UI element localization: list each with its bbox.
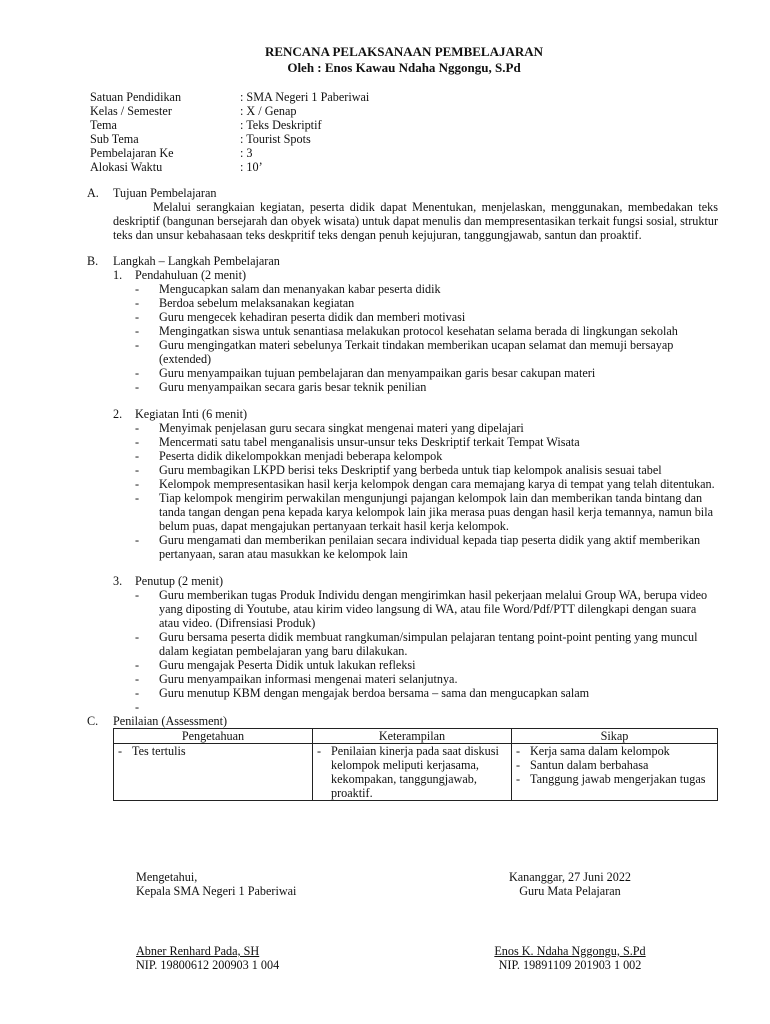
title-line-2: Oleh : Enos Kawau Ndaha Nggongu, S.Pd xyxy=(287,59,521,75)
cell-item xyxy=(516,772,713,786)
meta-label: Pembelajaran Ke xyxy=(90,146,174,160)
bullet-dash: - xyxy=(118,744,123,758)
bullet-dash: - xyxy=(317,744,322,758)
signature-left xyxy=(136,870,296,972)
cell-item-text: Tanggung jawab mengerjakan tugas xyxy=(530,772,706,786)
list-item-text: Guru menyampaikan informasi mengenai materi selanjutnya. xyxy=(159,672,458,686)
meta-label: Alokasi Waktu xyxy=(90,160,163,174)
meta-value: : X / Genap xyxy=(240,104,297,118)
bullet-dash: - xyxy=(135,700,140,714)
cell-item-text: Santun dalam berbahasa xyxy=(530,758,649,772)
bullet-dash: - xyxy=(135,449,140,463)
subsection-penutup xyxy=(113,574,718,714)
list-item xyxy=(135,324,718,338)
subsection-title: Kegiatan Inti (6 menit) xyxy=(135,407,248,421)
cell-item xyxy=(516,758,713,772)
list-item xyxy=(135,533,718,561)
section-heading xyxy=(87,186,718,200)
table-header-row xyxy=(114,729,718,744)
cell-item-text: Kerja sama dalam kelompok xyxy=(530,744,670,758)
assessment-table xyxy=(113,728,718,801)
cell-sikap xyxy=(512,744,718,801)
meta-row xyxy=(90,90,718,104)
sign-right-name: Enos K. Ndaha Nggongu, S.Pd xyxy=(494,944,646,958)
cell-pengetahuan xyxy=(114,744,313,801)
list-item-text: Guru bersama peserta didik membuat rangkuman/simpulan pelajaran tentang point-point penting yang muncul dalam kegiatan pembelajaran yang baru dilakukan. xyxy=(159,630,698,658)
list-item-text: Guru mengajak Peserta Didik untuk lakukan refleksi xyxy=(159,658,416,672)
subsection-title: Pendahuluan (2 menit) xyxy=(135,268,247,282)
signature-right xyxy=(485,870,655,972)
section-letter: A. xyxy=(87,186,99,200)
cell-item-text: Penilaian kinerja pada saat diskusi kelompok meliputi kerjasama, kekompakan, tanggungjawab, proaktif. xyxy=(331,744,499,800)
header-sikap: Sikap xyxy=(512,729,718,744)
bullet-dash: - xyxy=(135,310,140,324)
section-letter: C. xyxy=(87,714,99,728)
meta-row xyxy=(90,104,718,118)
bullet-dash: - xyxy=(516,758,521,772)
list-item xyxy=(135,588,718,630)
section-title: Penilaian (Assessment) xyxy=(113,714,228,728)
list-item xyxy=(135,463,718,477)
kegiatan-inti-list xyxy=(135,421,718,561)
list-item-text: Tiap kelompok mengirim perwakilan mengunjungi pajangan kelompok lain dan memberikan tanda bintang dan tanda tangan dengan pena kepada karya kelompok lain jika merasa puas dengan hasil kerja temannya, namun bila belum puas, dapat mengajukan pertanyaan terkait hasil kerja kelompok. xyxy=(159,491,713,533)
list-item xyxy=(135,310,718,324)
list-item xyxy=(135,282,718,296)
bullet-dash: - xyxy=(135,686,140,700)
list-item-text: Guru membagikan LKPD berisi teks Deskriptif yang berbeda untuk tiap kelompok analisis sesuai tabel xyxy=(159,463,662,477)
cell-item-text: Tes tertulis xyxy=(132,744,186,758)
bullet-dash: - xyxy=(135,533,140,547)
sign-right-nip: NIP. 19891109 201903 1 002 xyxy=(498,958,642,972)
bullet-dash: - xyxy=(135,491,140,505)
subsection-number: 3. xyxy=(113,574,123,588)
list-item xyxy=(135,380,718,394)
list-item xyxy=(135,686,718,700)
bullet-dash: - xyxy=(135,380,140,394)
meta-label: Tema xyxy=(90,118,117,132)
meta-value: : SMA Negeri 1 Paberiwai xyxy=(240,90,370,104)
meta-row xyxy=(90,146,718,160)
list-item-text: Guru menutup KBM dengan mengajak berdoa bersama – sama dan mengucapkan salam xyxy=(159,686,590,700)
list-item xyxy=(135,700,718,714)
subsection-title: Penutup (2 menit) xyxy=(135,574,224,588)
list-item xyxy=(135,672,718,686)
bullet-dash: - xyxy=(516,772,521,786)
list-item xyxy=(135,491,718,533)
section-tujuan xyxy=(87,186,718,242)
section-penilaian xyxy=(87,714,718,801)
bullet-dash: - xyxy=(135,658,140,672)
bullet-dash: - xyxy=(135,672,140,686)
cell-item xyxy=(317,744,507,800)
sign-right-line2: Guru Mata Pelajaran xyxy=(519,884,621,898)
list-item-text xyxy=(159,700,718,714)
meta-row xyxy=(90,118,718,132)
sign-left-nip: NIP. 19800612 200903 1 004 xyxy=(136,958,280,972)
list-item xyxy=(135,366,718,380)
penutup-list xyxy=(135,588,718,714)
meta-value: : Teks Deskriptif xyxy=(240,118,322,132)
list-item-text: Guru memberikan tugas Produk Individu dengan mengirimkan hasil pekerjaan melalui Group WA, berupa video yang diposting di Youtube, atau kirim video langsung di WA, atau file Word/Pdf/PTT dilengkapi dengan suara atau video. (Difrensiasi Produk) xyxy=(159,588,708,630)
sign-left-line1: Mengetahui, xyxy=(136,870,198,884)
list-item-text: Guru mengingatkan materi sebelunya Terkait tindakan memberikan ucapan selamat dan memuji bersayap (extended) xyxy=(159,338,674,366)
bullet-dash: - xyxy=(135,588,140,602)
list-item xyxy=(135,421,718,435)
tujuan-paragraph: Melalui serangkaian kegiatan, peserta didik dapat Menentukan, menjelaskan, menggunakan, membedakan teks deskriptif (bangunan bersejarah dan obyek wisata) untuk dapat menulis dan mempresentasikan terkait fungsi sosial, struktur teks dan unsur kebahasaan teks deskpritif teks dengan penuh kejujuran, tanggungjawab, santun dan proaktif. xyxy=(113,200,718,242)
meta-value: : 3 xyxy=(240,146,253,160)
meta-label: Satuan Pendidikan xyxy=(90,90,182,104)
subsection-heading xyxy=(113,407,718,421)
list-item xyxy=(135,449,718,463)
list-item-text: Guru menyampaikan secara garis besar teknik penilian xyxy=(159,380,427,394)
bullet-dash: - xyxy=(135,477,140,491)
meta-value: : Tourist Spots xyxy=(240,132,311,146)
section-heading xyxy=(87,254,718,268)
subsection-heading xyxy=(113,574,718,588)
list-item xyxy=(135,630,718,658)
cell-item xyxy=(118,744,308,758)
list-item xyxy=(135,658,718,672)
section-heading xyxy=(87,714,718,728)
section-title: Langkah – Langkah Pembelajaran xyxy=(113,254,280,268)
subsection-kegiatan-inti xyxy=(113,407,718,561)
list-item xyxy=(135,338,718,366)
list-item-text: Peserta didik dikelompokkan menjadi beberapa kelompok xyxy=(159,449,443,463)
header-pengetahuan: Pengetahuan xyxy=(114,729,313,744)
list-item-text: Kelompok mempresentasikan hasil kerja kelompok dengan cara memajang karya di tempat yang telah ditentukan. xyxy=(159,477,715,491)
list-item-text: Menyimak penjelasan guru secara singkat mengenai materi yang dipelajari xyxy=(159,421,524,435)
bullet-dash: - xyxy=(135,338,140,352)
subsection-pendahuluan xyxy=(113,268,718,394)
section-letter: B. xyxy=(87,254,99,268)
meta-row xyxy=(90,132,718,146)
list-item-text: Mengucapkan salam dan menanyakan kabar peserta didik xyxy=(159,282,441,296)
meta-label: Sub Tema xyxy=(90,132,139,146)
meta-label: Kelas / Semester xyxy=(90,104,172,118)
title-line-1: RENCANA PELAKSANAAN PEMBELAJARAN xyxy=(264,44,544,59)
list-item-text: Guru menyampaikan tujuan pembelajaran dan menyampaikan garis besar cakupan materi xyxy=(159,366,596,380)
list-item xyxy=(135,477,718,491)
list-item-text: Guru mengamati dan memberikan penilaian secara individual kepada tiap peserta didik yang aktif memberikan pertanyaan, saran atau masukkan ke kelompok lain xyxy=(159,533,701,561)
subsection-number: 2. xyxy=(113,407,123,421)
bullet-dash: - xyxy=(135,324,140,338)
section-title: Tujuan Pembelajaran xyxy=(113,186,217,200)
list-item-text: Berdoa sebelum melaksanakan kegiatan xyxy=(159,296,355,310)
cell-item xyxy=(516,744,713,758)
header-keterampilan: Keterampilan xyxy=(313,729,512,744)
meta-value: : 10’ xyxy=(240,160,263,174)
sign-right-line1: Kananggar, 27 Juni 2022 xyxy=(508,870,632,884)
bullet-dash: - xyxy=(135,630,140,644)
bullet-dash: - xyxy=(135,463,140,477)
bullet-dash: - xyxy=(135,435,140,449)
bullet-dash: - xyxy=(135,421,140,435)
table-row xyxy=(114,744,718,801)
list-item xyxy=(135,435,718,449)
list-item xyxy=(135,296,718,310)
list-item-text: Mencermati satu tabel menganalisis unsur-unsur teks Deskriptif terkait Tempat Wisata xyxy=(159,435,580,449)
bullet-dash: - xyxy=(135,366,140,380)
list-item-text: Guru mengecek kehadiran peserta didik dan memberi motivasi xyxy=(159,310,466,324)
cell-keterampilan xyxy=(313,744,512,801)
section-langkah xyxy=(87,254,718,714)
bullet-dash: - xyxy=(135,282,140,296)
subsection-heading xyxy=(113,268,718,282)
bullet-dash: - xyxy=(516,744,521,758)
bullet-dash: - xyxy=(135,296,140,310)
sign-left-line2: Kepala SMA Negeri 1 Paberiwai xyxy=(136,884,297,898)
document-title xyxy=(90,44,718,75)
subsection-number: 1. xyxy=(113,268,123,282)
sign-left-name: Abner Renhard Pada, SH xyxy=(136,944,260,958)
pendahuluan-list xyxy=(135,282,718,394)
meta-row xyxy=(90,160,718,174)
list-item-text: Mengingatkan siswa untuk senantiasa melakukan protocol kesehatan selama berada di lingkungan sekolah xyxy=(159,324,678,338)
identity-block xyxy=(90,90,718,174)
